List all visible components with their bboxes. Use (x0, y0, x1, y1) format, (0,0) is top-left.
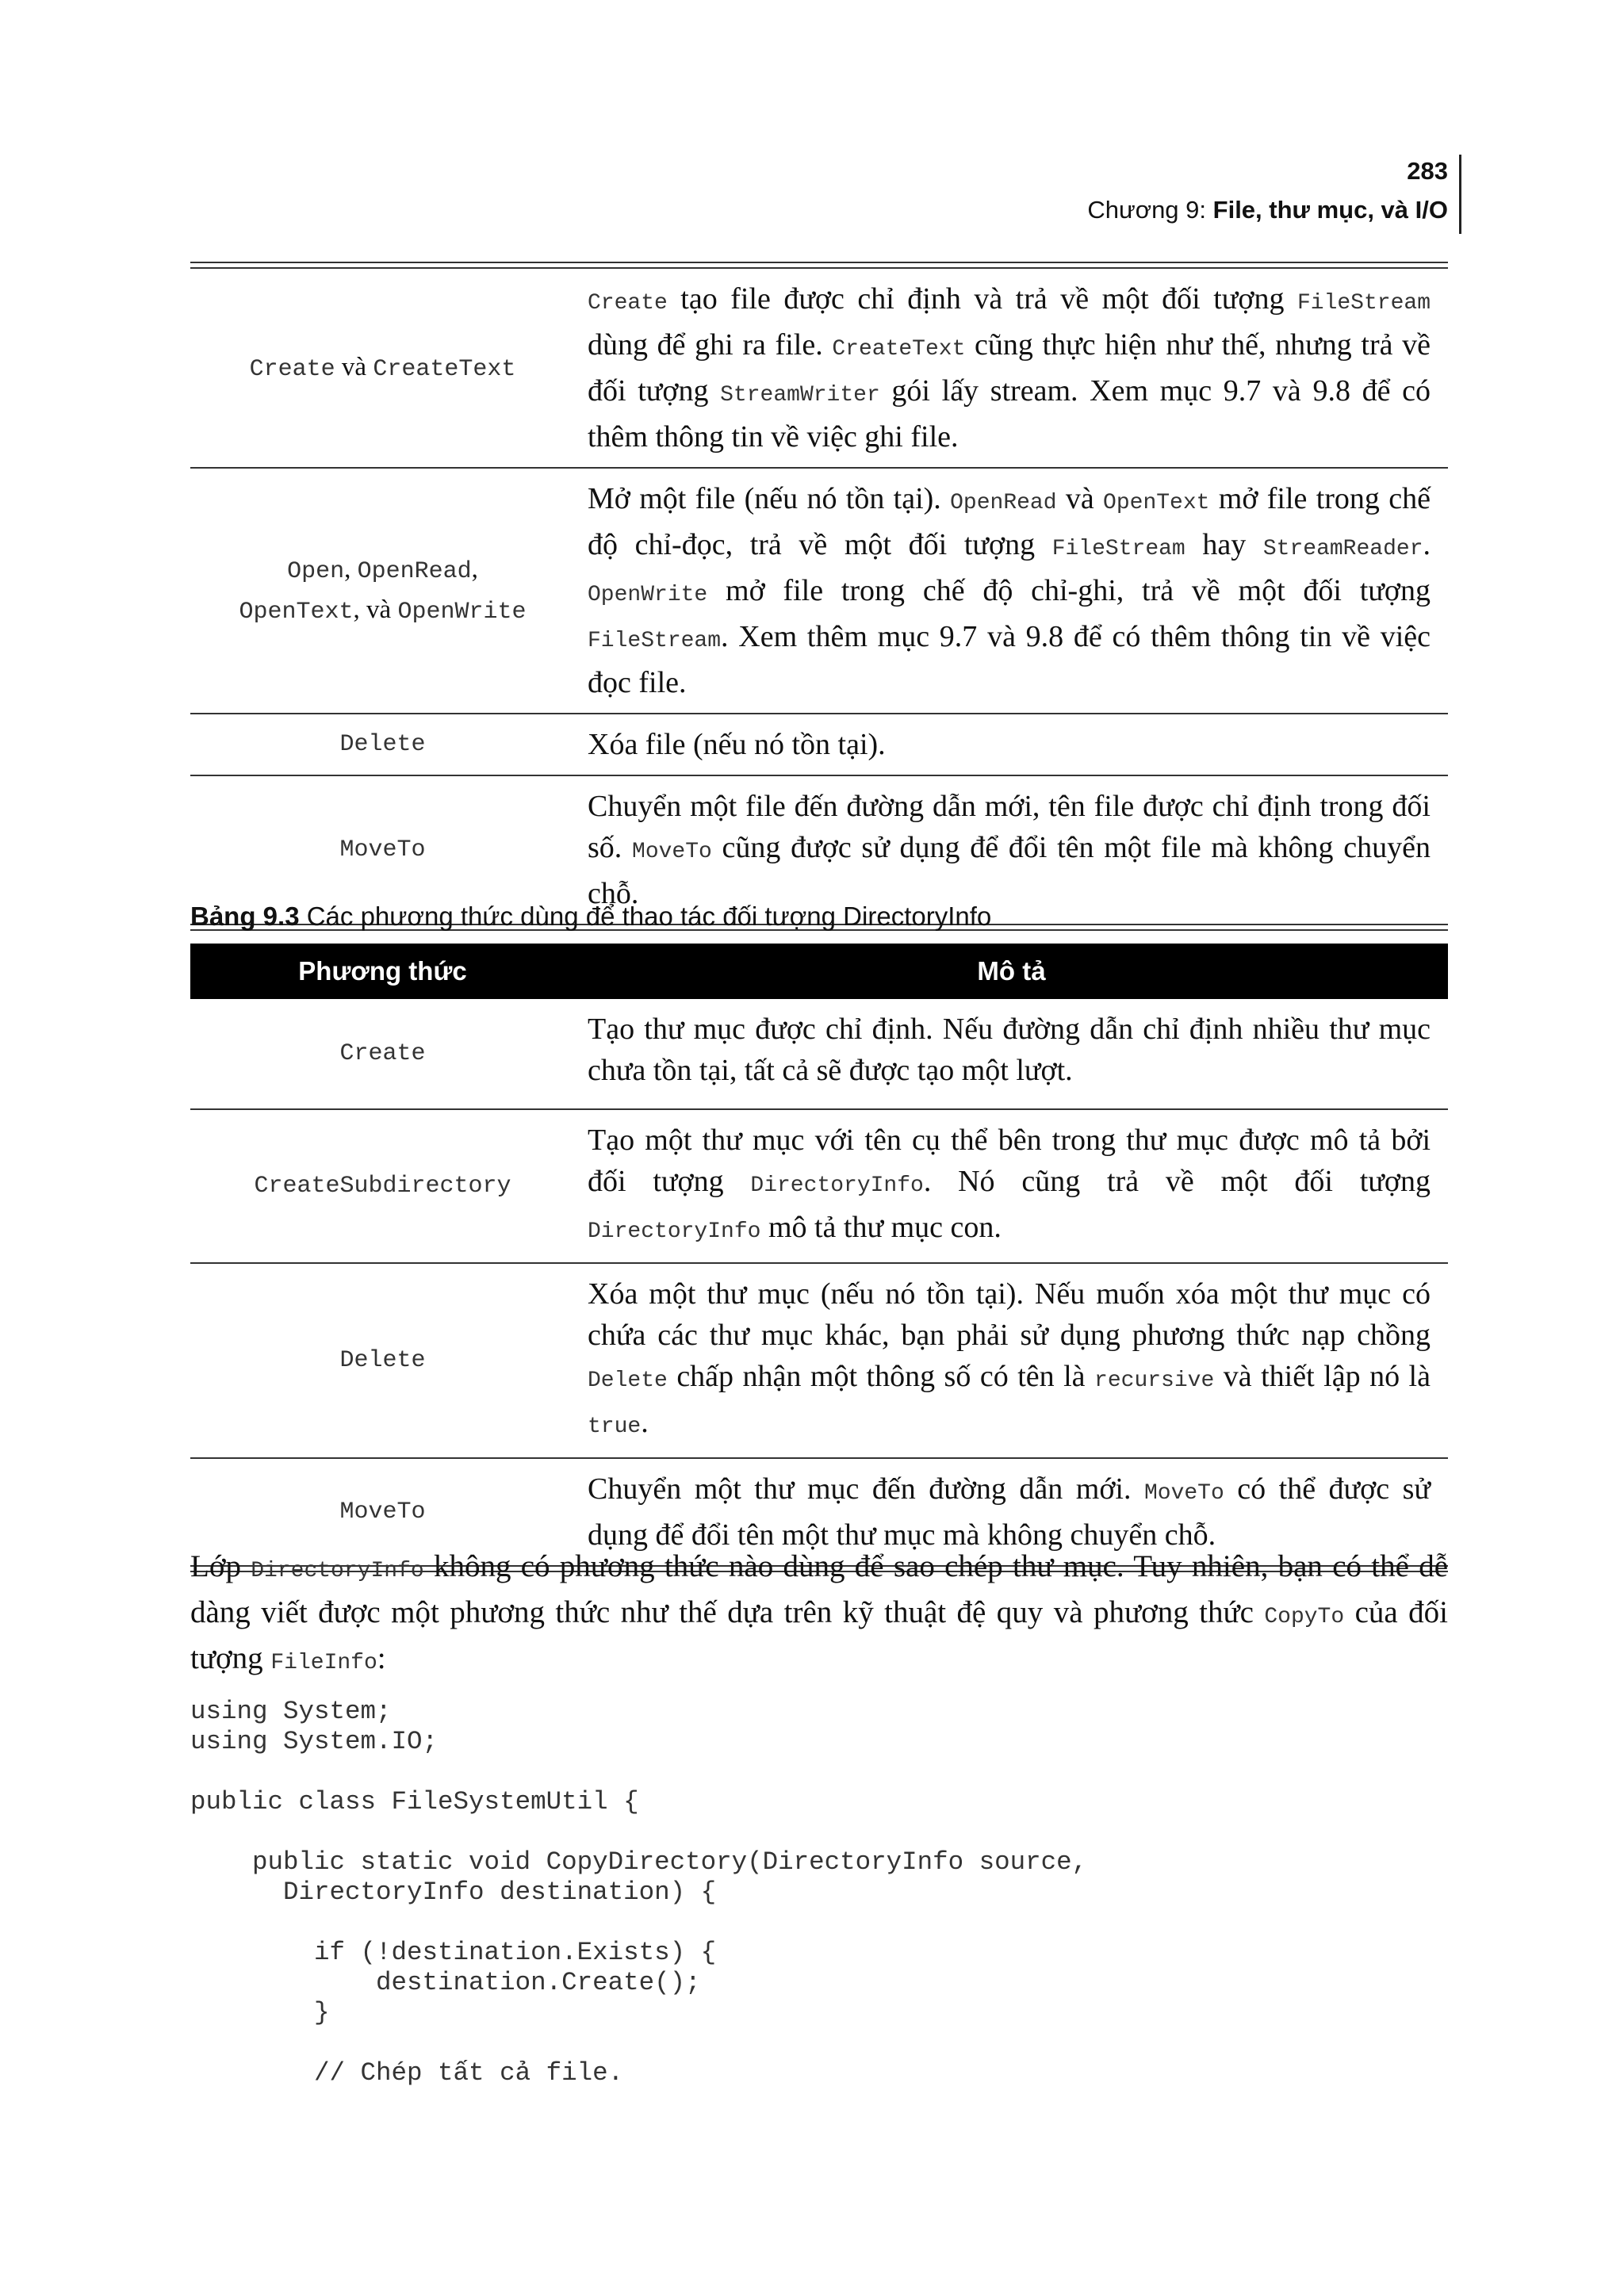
table-row (190, 269, 1448, 469)
method-name (254, 1167, 511, 1205)
text-run: cũng thực hiện như thế, nhưng trả về đối tượng (588, 328, 1431, 408)
text-run: không có phương thức nào dùng để sao chép thư mục. Tuy nhiên, bạn có thể dễ dàng viết được một phương thức như thế dựa trên kỹ thuật đệ quy và phương thức (190, 1549, 1449, 1629)
text-run: cũng được sử dụng để đổi tên một file mà không chuyển chỗ. (588, 831, 1431, 910)
description-cell (575, 269, 1448, 467)
body-paragraph (190, 1546, 1448, 1684)
method-cell (190, 269, 575, 467)
chapter-header (1087, 196, 1448, 224)
method-cell (190, 1110, 575, 1262)
code-line: DirectoryInfo destination) { (190, 1878, 717, 1907)
code-term: CopyTo (1264, 1605, 1345, 1629)
method-name (339, 1035, 425, 1073)
code-term: FileStream (1051, 537, 1185, 561)
code-term: MoveTo (339, 1499, 426, 1525)
text-run: . (1423, 528, 1431, 561)
code-term: OpenWrite (588, 583, 708, 607)
table-row (190, 1110, 1448, 1264)
chapter-title: File, thư mục, và I/O (1212, 196, 1448, 224)
text-run: dùng để ghi ra file. (588, 328, 833, 362)
code-term: OpenRead (357, 558, 472, 585)
text-run: mô tả thư mục con. (760, 1211, 1002, 1244)
code-term: Create (339, 1040, 426, 1067)
text-run: và (1056, 482, 1104, 515)
text-run: . Xem thêm mục 9.7 và 9.8 để có thêm thông tin về việc đọc file. (588, 620, 1431, 699)
code-line (190, 2028, 1087, 2058)
text-run: Chuyển một thư mục đến đường dẫn mới. (588, 1472, 1144, 1506)
table-row (190, 714, 1448, 776)
header-vertical-rule (1459, 155, 1461, 234)
code-term: Create (588, 291, 668, 316)
method-name (250, 348, 516, 389)
method-cell (190, 469, 575, 713)
code-term: Delete (588, 1369, 668, 1393)
code-term: OpenRead (950, 491, 1057, 515)
text-run: mở file trong chế độ chỉ-đọc, trả về một đối tượng (588, 482, 1431, 561)
code-term: DirectoryInfo (251, 1559, 424, 1583)
file-methods-table (190, 262, 1448, 931)
table-body (190, 269, 1448, 924)
caption-label: Bảng 9.3 (190, 902, 300, 931)
table-row (190, 469, 1448, 714)
method-cell (190, 1264, 575, 1457)
code-term: OpenText (239, 599, 354, 626)
code-line: // Chép tất cả file. (190, 2058, 624, 2088)
table-row (190, 999, 1448, 1110)
description-cell (575, 1110, 1448, 1262)
table-top-rule (190, 262, 1448, 269)
code-term: CreateText (373, 355, 516, 383)
code-term: true (588, 1414, 642, 1439)
code-term: MoveTo (632, 840, 712, 864)
code-term: FileStream (588, 629, 722, 653)
text-run: Tạo một thư mục với tên cụ thể bên trong thư mục được mô tả bởi đối tượng (588, 1124, 1431, 1198)
code-term: OpenWrite (397, 599, 527, 626)
text-run: Lớp (190, 1549, 251, 1583)
table-caption (190, 902, 991, 932)
method-name (239, 550, 527, 631)
method-name (339, 1493, 425, 1531)
code-term: Open (287, 558, 345, 585)
text-run: . (641, 1406, 649, 1439)
text-run: gói lấy stream. Xem mục 9.7 và 9.8 để có thêm thông tin về việc ghi file. (588, 374, 1431, 454)
text-run: Xóa file (nếu nó tồn tại). (588, 728, 886, 761)
chapter-prefix: Chương 9: (1087, 196, 1213, 224)
code-term: Create (249, 355, 335, 383)
caption-text: Các phương thức dùng để thao tác đối tượng DirectoryInfo (299, 902, 992, 931)
description-cell (575, 999, 1448, 1108)
directoryinfo-methods-table (190, 944, 1448, 1572)
method-cell (190, 999, 575, 1108)
text-run: Mở một file (nếu nó tồn tại). (588, 482, 951, 515)
text-run: chấp nhận một thông số có tên là (667, 1360, 1095, 1393)
code-term: recursive (1094, 1369, 1215, 1393)
header-description: Mô tả (977, 956, 1046, 986)
table-body (190, 999, 1448, 1565)
code-term: CreateText (832, 337, 966, 362)
text-run: có thể được sử dụng để đổi tên một thư mục mà không chuyển chỗ. (588, 1472, 1431, 1552)
code-line: using System; (190, 1697, 392, 1726)
description-cell (575, 714, 1448, 775)
code-term: MoveTo (339, 836, 426, 863)
method-name (339, 831, 425, 869)
code-line: public static void CopyDirectory(DirectoryInfo source, (190, 1847, 1088, 1877)
text-run: Chuyển một file đến đường dẫn mới, tên file được chỉ định trong đối số. (588, 790, 1431, 864)
description-cell (575, 469, 1448, 713)
code-term: CreateSubdirectory (254, 1173, 511, 1200)
code-line: using System.IO; (190, 1727, 439, 1756)
header-method: Phương thức (298, 956, 467, 986)
code-term: DirectoryInfo (750, 1173, 924, 1198)
text-run: mở file trong chế độ chỉ-ghi, trả về một đối tượng (707, 574, 1431, 607)
code-line: } (190, 1998, 330, 2027)
table-row (190, 1264, 1448, 1459)
code-term: MoveTo (1143, 1481, 1224, 1506)
code-term: StreamWriter (720, 383, 880, 408)
text-run: và (335, 352, 373, 381)
code-line: destination.Create(); (190, 1968, 701, 1997)
text-run: , và (353, 595, 398, 624)
page-number: 283 (1407, 157, 1448, 185)
code-line: public class FileSystemUtil { (190, 1787, 639, 1816)
code-line: if (!destination.Exists) { (190, 1938, 717, 1967)
text-run: tạo file được chỉ định và trả về một đối tượng (667, 282, 1297, 316)
text-run: . Nó cũng trả về một đối tượng (923, 1165, 1431, 1198)
text-run: của đối tượng (190, 1595, 1448, 1675)
text-run: hay (1185, 528, 1263, 561)
code-line (190, 1817, 1087, 1847)
code-term: FileStream (1297, 291, 1431, 316)
code-term: Delete (339, 731, 426, 758)
code-line (190, 1757, 1087, 1787)
code-term: Delete (339, 1347, 426, 1374)
description-cell (575, 1264, 1448, 1457)
text-run: và thiết lập nó là (1214, 1360, 1431, 1393)
code-term: OpenText (1103, 491, 1210, 515)
method-cell (190, 714, 575, 775)
text-run: Xóa một thư mục (nếu nó tồn tại). Nếu muốn xóa một thư mục có chứa các thư mục khác, bạn phải sử dụng phương thức nạp chồng (588, 1277, 1431, 1352)
text-run: , (344, 555, 358, 584)
code-term: DirectoryInfo (588, 1219, 761, 1244)
text-run: Tạo thư mục được chỉ định. Nếu đường dẫn chỉ định nhiều thư mục chưa tồn tại, tất cả sẽ được tạo một lượt. (588, 1013, 1431, 1087)
text-run: : (377, 1641, 386, 1675)
table-header-row (190, 944, 1448, 999)
code-line (190, 1908, 1087, 1938)
method-name (339, 725, 425, 764)
code-term: StreamReader (1262, 537, 1423, 561)
code-term: FileInfo (270, 1651, 377, 1675)
text-run: , (471, 555, 478, 584)
method-name (339, 1342, 425, 1380)
code-block (190, 1697, 1087, 2088)
